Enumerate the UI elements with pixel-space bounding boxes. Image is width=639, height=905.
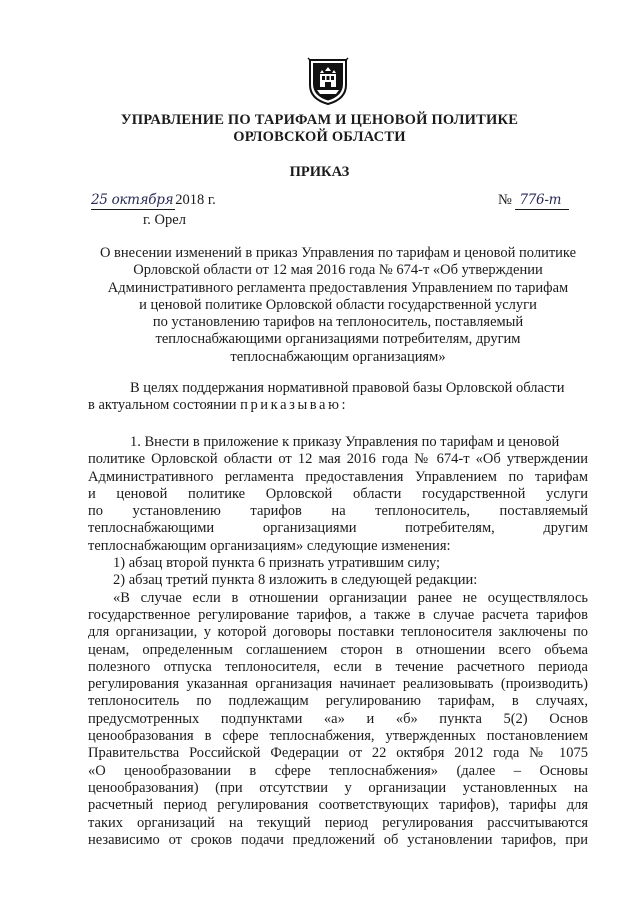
subject-line: и ценовой политике Орловской области государственной услуги [139, 296, 537, 313]
body-line: Административного регламента предоставления Управлением по тарифам [88, 468, 588, 485]
body-line: предусмотренных подпунктами «а» и «б» пункта 5(2) Основ [88, 710, 588, 727]
organization-name-line2: ОРЛОВСКОЙ ОБЛАСТИ [233, 129, 406, 145]
body-line: 1. Внести в приложение к приказу Управления по тарифам и ценовой [130, 434, 560, 450]
preamble-line [88, 397, 588, 414]
document-type-title: ПРИКАЗ [289, 164, 350, 180]
order-year: 2018 г. [175, 192, 216, 208]
order-city: г. Орел [143, 212, 186, 228]
body-line: по установлению тарифов на теплоноситель, поставляемый [88, 503, 588, 520]
body-line: политике Орловской области от 12 мая 2016 года № 674-т «Об утверждении [88, 451, 588, 468]
body-line: регулирования указанная организация начинает реализовывать (производить) [88, 676, 588, 693]
organization-name-line1: УПРАВЛЕНИЕ ПО ТАРИФАМ И ЦЕНОВОЙ ПОЛИТИКЕ [120, 112, 519, 128]
body-line: ценообразования) (при отсутствии у организации установленных на [88, 779, 588, 796]
body-line: теплоноситель по подлежащим регулированию тарифам, в случаях, [88, 693, 588, 710]
handwritten-date: 25 октября [91, 192, 174, 208]
body-line: для организации, у которой договоры поставки теплоносителя заключены по [88, 624, 588, 641]
body-line: расчетный период регулирования соответствующих тарифов), тарифы для [88, 797, 588, 814]
body-line: 1) абзац второй пункта 6 признать утратившим силу; [113, 555, 441, 572]
body-line: государственное регулирование тарифов, а также в случае расчета тарифов [88, 606, 588, 623]
body-line: таких организаций на текущий период регулирования рассчитываются [88, 814, 588, 831]
body-line: полезного отпуска теплоносителя, если в течение расчетного периода [88, 658, 588, 675]
order-number [498, 192, 569, 210]
body-line: независимо от сроков подачи предложений об установлении тарифов, при [88, 831, 588, 848]
directive-word: приказываю: [240, 397, 349, 414]
subject-line: Административного регламента предоставления Управлением по тарифам [107, 279, 569, 296]
preamble-text: в актуальном состоянии [88, 397, 241, 414]
subject-line: теплоснабжающими организациями потребителям, другим [155, 331, 521, 348]
coat-of-arms-icon [307, 57, 349, 105]
subject-line: по установлению тарифов на теплоноситель, поставляемый [152, 314, 524, 331]
body-line: ценообразования в сфере теплоснабжения, утвержденных постановлением [88, 728, 588, 745]
handwritten-number: 776-т [519, 192, 562, 208]
body-line: «В случае если в отношении организации ранее не осуществлялось [113, 589, 588, 606]
number-sign: № [498, 192, 512, 208]
body-line: теплоснабжающим организациям» следующие изменения: [88, 537, 451, 554]
subject-line: О внесении изменений в приказ Управления по тарифам и ценовой политике [99, 245, 577, 261]
body-line: и ценовой политике Орловской области государственной услуги [88, 485, 588, 502]
subject-line: теплоснабжающим организациям» [230, 348, 446, 365]
preamble-line: В целях поддержания нормативной правовой базы Орловской области [130, 380, 565, 396]
body-line: 2) абзац третий пункта 8 изложить в следующей редакции: [113, 572, 478, 589]
body-line: Правительства Российской Федерации от 22 октября 2012 года № 1075 [88, 745, 588, 762]
order-date [91, 192, 216, 210]
order-subject [88, 245, 588, 366]
body-line: ценам, определенным соглашением сторон в отношении всего объема [88, 641, 588, 658]
subject-line: Орловской области от 12 мая 2016 года № 674-т «Об утверждении [133, 262, 543, 279]
main-text [88, 434, 588, 849]
preamble-paragraph [88, 380, 588, 415]
body-line: «О ценообразовании в сфере теплоснабжения» (далее – Основы [88, 762, 588, 779]
body-line: теплоснабжающими организациями потребителям, другим [88, 520, 588, 537]
